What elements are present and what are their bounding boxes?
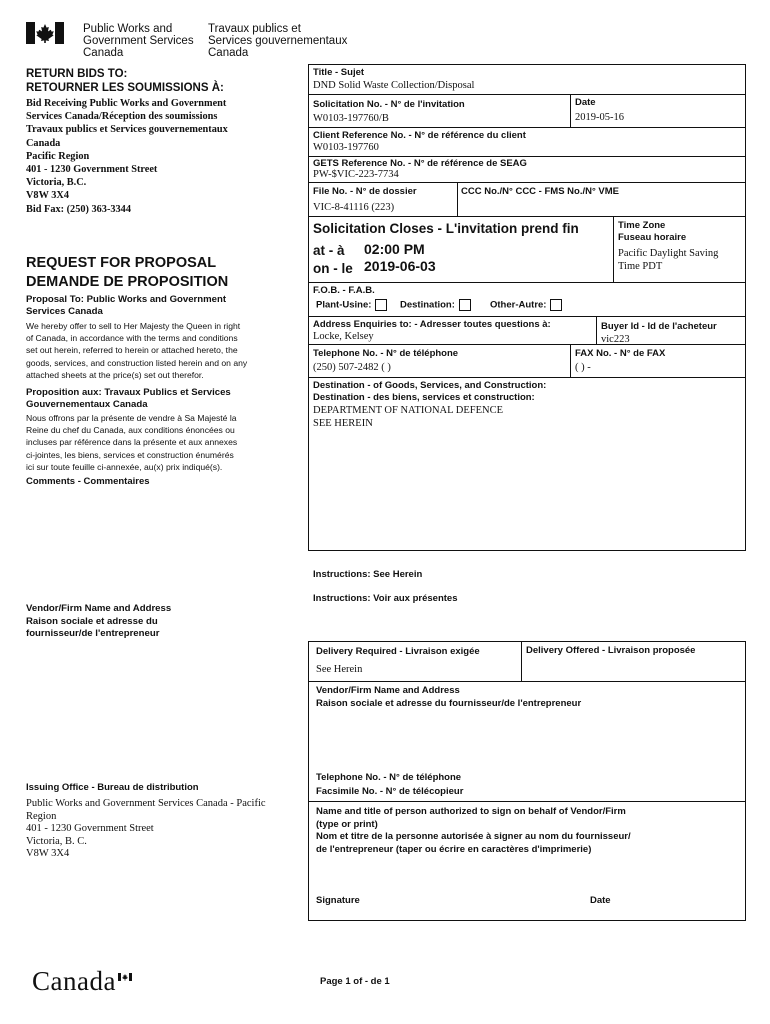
buyer-id-value: vic223 (601, 334, 630, 345)
gets-reference-label: GETS Reference No. - N° de référence de SEAG (313, 158, 527, 169)
ccc-number-label: CCC No./N° CCC - FMS No./N° VME (461, 186, 620, 197)
divider (570, 344, 571, 378)
file-number-value: VIC-8-41116 (223) (313, 202, 395, 213)
proposal-to-heading: Proposal To: Public Works and Government Services Canada (26, 294, 227, 317)
canada-wordmark-text: Canada (32, 966, 116, 996)
telephone-facsimile-label: Telephone No. - N° de téléphone Facsimile No. - N° de télécopieur (316, 772, 464, 797)
signature-label: Signature (316, 895, 360, 906)
solicitation-number-value: W0103-197760/B (313, 113, 389, 124)
department-name-fr: Travaux publics et Services gouvernementaux Canada (208, 23, 348, 59)
closing-time-value: 02:00 PM (364, 241, 425, 257)
client-reference-value: W0103-197760 (313, 142, 379, 153)
vendor-firm-label: Vendor/Firm Name and Address Raison sociale et adresse du fournisseur/de l'entrepreneur (316, 685, 582, 709)
time-zone-label: Time Zone Fuseau horaire (618, 220, 687, 243)
comments-label: Comments - Commentaires (26, 476, 150, 487)
destination-option (400, 299, 471, 312)
address-enquiries-value: Locke, Kelsey (313, 331, 374, 342)
title-label: Title - Sujet (313, 67, 365, 78)
closing-date-value: 2019-06-03 (364, 258, 436, 274)
delivery-required-value: See Herein (316, 664, 363, 675)
divider (613, 216, 614, 283)
page-number: Page 1 of - de 1 (320, 976, 390, 987)
delivery-offered-label: Delivery Offered - Livraison proposée (526, 645, 696, 656)
destination-goods-value: DEPARTMENT OF NATIONAL DEFENCE SEE HEREIN (313, 405, 504, 429)
rfp-title: REQUEST FOR PROPOSAL DEMANDE DE PROPOSITION (26, 255, 229, 290)
authorized-signer-label: Name and title of person authorized to sign on behalf of Vendor/Firm (type or print) Nom et titre de la personne autorisée à signer au nom du fournisseur/ de l'entrepreneur (taper ou écrire en caractères d'imprimerie) (316, 806, 631, 855)
plant-checkbox[interactable] (375, 299, 387, 311)
date-label: Date (575, 97, 596, 108)
signature-date-label: Date (590, 895, 611, 906)
divider (308, 681, 746, 682)
divider (308, 94, 746, 95)
divider (570, 94, 571, 128)
time-zone-value: Pacific Daylight Saving Time PDT (618, 248, 719, 272)
solicitation-closes-title: Solicitation Closes - L'invitation prend fin (313, 221, 579, 236)
client-reference-label: Client Reference No. - N° de référence du client (313, 130, 526, 141)
solicitation-number-label: Solicitation No. - N° de l'invitation (313, 99, 465, 110)
issuing-office-address: Public Works and Government Services Canada - Pacific Region 401 - 1230 Government Street Victoria, B. C. V8W 3X4 (26, 798, 266, 859)
return-bids-address: Bid Receiving Public Works and Government Services Canada/Réception des soumissions Travaux publics et Services gouvernementaux Canada Pacific Region 401 - 1230 Government Street Victoria, B.C. V8W 3X4 Bid Fax: (250) 363-3344 (26, 98, 228, 215)
date-value: 2019-05-16 (575, 112, 624, 123)
fax-label: FAX No. - N° de FAX (575, 348, 666, 359)
divider (308, 216, 746, 217)
instructions-en: Instructions: See Herein (313, 569, 423, 580)
delivery-required-label: Delivery Required - Livraison exigée (316, 646, 480, 657)
title-value: DND Solid Waste Collection/Disposal (313, 80, 475, 91)
telephone-value: (250) 507-2482 ( ) (313, 362, 391, 373)
divider (521, 641, 522, 682)
fax-value: ( ) - (575, 362, 591, 373)
divider (308, 182, 746, 183)
plant-option (316, 299, 387, 312)
plant-label: Plant-Usine: (316, 299, 372, 311)
instructions-fr: Instructions: Voir aux présentes (313, 593, 458, 604)
destination-goods-label: Destination - of Goods, Services, and Construction: Destination - des biens, services et construction: (313, 380, 547, 403)
address-enquiries-label: Address Enquiries to: - Adresser toutes questions à: (313, 319, 551, 330)
destination-label: Destination: (400, 299, 455, 311)
department-name-en: Public Works and Government Services Canada (83, 23, 194, 59)
divider (457, 182, 458, 217)
destination-checkbox[interactable] (459, 299, 471, 311)
buyer-id-label: Buyer Id - Id de l'acheteur (601, 321, 717, 332)
canada-flag-icon (26, 22, 64, 44)
divider (308, 344, 746, 345)
closing-at-label: at - à (313, 243, 345, 258)
telephone-label: Telephone No. - N° de téléphone (313, 348, 459, 359)
fob-label: F.O.B. - F.A.B. (313, 285, 375, 296)
proposition-aux-heading: Proposition aux: Travaux Publics et Services Gouvernementaux Canada (26, 387, 231, 410)
other-label: Other-Autre: (490, 299, 547, 311)
issuing-office-label: Issuing Office - Bureau de distribution (26, 782, 199, 793)
divider (308, 316, 746, 317)
vendor-name-address-label: Vendor/Firm Name and Address Raison sociale et adresse du fournisseur/de l'entrepreneur (26, 603, 172, 640)
return-bids-title: RETURN BIDS TO: RETOURNER LES SOUMISSIONS À: (26, 68, 224, 94)
wordmark-flag-icon (118, 968, 132, 976)
divider (308, 127, 746, 128)
closing-on-label: on - le (313, 261, 353, 276)
gets-reference-value: PW-$VIC-223-7734 (313, 169, 399, 180)
divider (308, 156, 746, 157)
divider (308, 282, 746, 283)
divider (596, 316, 597, 345)
other-option (490, 299, 562, 312)
other-checkbox[interactable] (550, 299, 562, 311)
canada-wordmark (32, 966, 116, 996)
file-number-label: File No. - N° de dossier (313, 186, 417, 197)
divider (308, 801, 746, 802)
proposition-aux-text: Nous offrons par la présente de vendre à Sa Majesté la Reine du chef du Canada, aux conditions énoncées ou incluses par référence dans la présente et aux annexes ci-jointes, les biens, services et construction énumérés ici sur toute feuille ci-annexée, au(x) prix indiqué(s). (26, 413, 238, 472)
proposal-to-text: We hereby offer to sell to Her Majesty the Queen in right of Canada, in accordance with the terms and conditions set out herein, referred to herein or attached hereto, the goods, services, and construction listed herein and on any attached sheets at the price(s) set out therefor. (26, 321, 248, 380)
divider (308, 377, 746, 378)
